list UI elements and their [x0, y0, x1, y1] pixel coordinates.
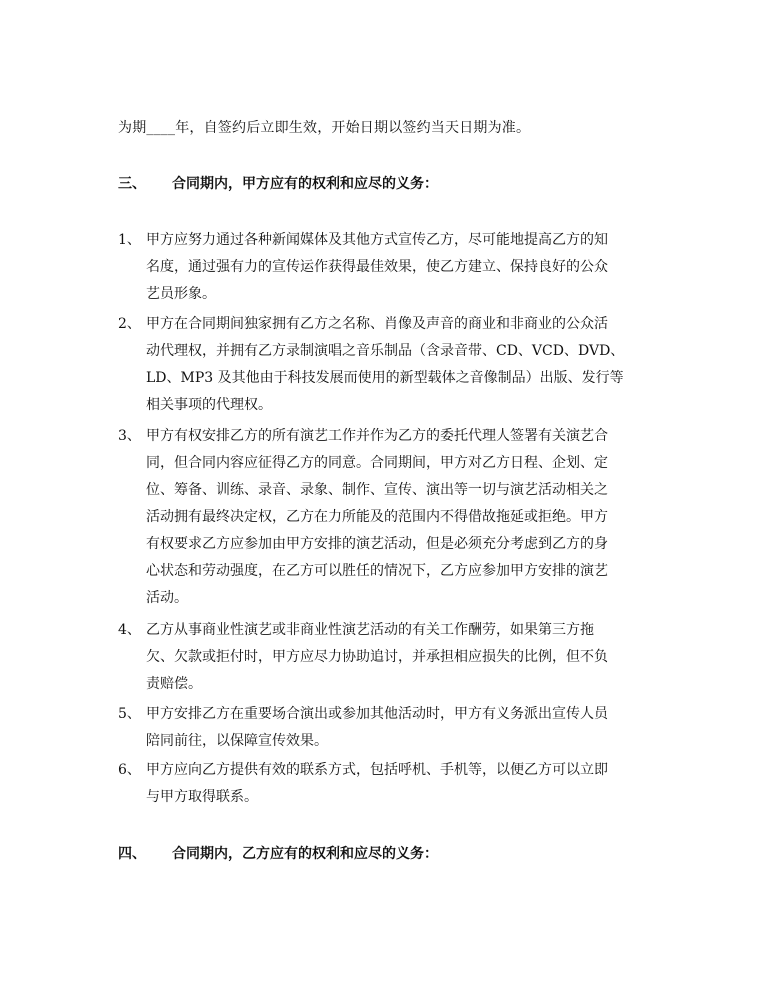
clause-line: 同，但合同内容应征得乙方的同意。合同期间，甲方对乙方日程、企划、定 — [146, 455, 608, 471]
section-3-title: 合同期内，甲方应有的权利和应尽的义务： — [172, 176, 438, 192]
clause-line: LD、MP3 及其他由于科技发展而使用的新型载体之音像制品）出版、发行等 — [146, 370, 624, 386]
clause-line: 心状态和劳动强度，在乙方可以胜任的情况下，乙方应参加甲方安排的演艺 — [146, 563, 608, 579]
term-line: 为期____年，自签约后立即生效，开始日期以签约当天日期为准。 — [118, 120, 531, 136]
clause-number: 3、 — [118, 428, 141, 444]
clause-line: 活动拥有最终决定权，乙方在力所能及的范围内不得借故拖延或拒绝。甲方 — [146, 509, 608, 525]
clause-number: 2、 — [118, 316, 141, 332]
clause-line: 欠、欠款或拒付时，甲方应尽力协助追讨，并承担相应损失的比例，但不负 — [146, 649, 608, 665]
clause-line: 位、筹备、训练、录音、录象、制作、宣传、演出等一切与演艺活动相关之 — [146, 482, 608, 498]
clause-line: 与甲方取得联系。 — [146, 789, 258, 805]
clause-line: 艺员形象。 — [146, 286, 216, 302]
clause-line: 相关事项的代理权。 — [146, 397, 272, 413]
clause-line: 活动。 — [146, 590, 188, 606]
section-3-number: 三、 — [118, 176, 146, 192]
section-4-heading — [118, 844, 438, 864]
clause-line: 甲方应努力通过各种新闻媒体及其他方式宣传乙方，尽可能地提高乙方的知 — [146, 232, 608, 248]
clause-line: 陪同前往，以保障宣传效果。 — [146, 733, 328, 749]
clause-line: 乙方从事商业性演艺或非商业性演艺活动的有关工作酬劳，如果第三方拖 — [146, 622, 594, 638]
clause-number: 4、 — [118, 622, 141, 638]
clause-line: 动代理权，并拥有乙方录制演唱之音乐制品（含录音带、CD、VCD、DVD、 — [146, 343, 625, 359]
clause-line: 名度，通过强有力的宣传运作获得最佳效果，使乙方建立、保持良好的公众 — [146, 259, 608, 275]
clause-line: 有权要求乙方应参加由甲方安排的演艺活动，但是必须充分考虑到乙方的身 — [146, 536, 608, 552]
section-4-title: 合同期内，乙方应有的权利和应尽的义务： — [172, 846, 438, 862]
clause-line: 责赔偿。 — [146, 676, 202, 692]
clause-number: 6、 — [118, 762, 141, 778]
clause-line: 甲方安排乙方在重要场合演出或参加其他活动时，甲方有义务派出宣传人员 — [146, 706, 608, 722]
section-3-heading — [118, 174, 438, 194]
section-4-number: 四、 — [118, 846, 146, 862]
clause-line: 甲方在合同期间独家拥有乙方之名称、肖像及声音的商业和非商业的公众活 — [146, 316, 608, 332]
clause-line: 甲方有权安排乙方的所有演艺工作并作为乙方的委托代理人签署有关演艺合 — [146, 428, 608, 444]
clause-number: 1、 — [118, 232, 141, 248]
clause-number: 5、 — [118, 706, 141, 722]
clause-line: 甲方应向乙方提供有效的联系方式，包括呼机、手机等，以便乙方可以立即 — [146, 762, 608, 778]
